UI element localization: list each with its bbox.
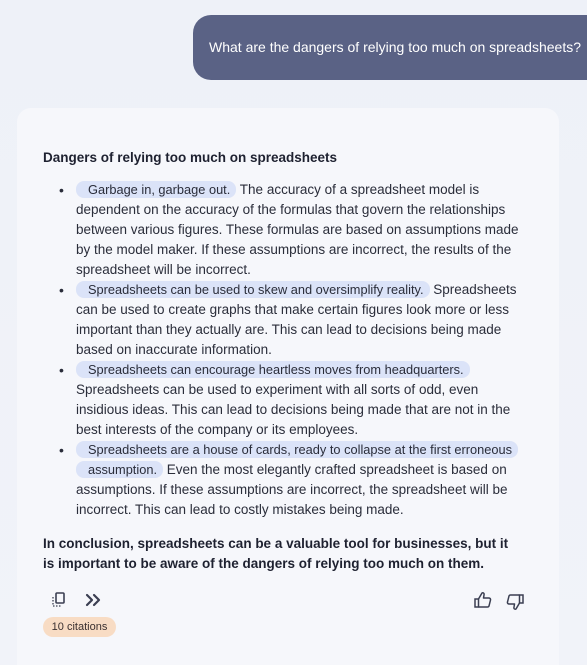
citations-label: 10 citations bbox=[51, 621, 108, 633]
list-item bbox=[43, 440, 528, 520]
item-text: Spreadsheets can be used to create graphs that make certain figures look more or less important than they actually are. This can lead to decisions being made based on inaccurate information. bbox=[76, 282, 517, 357]
item-text: Even the most elegantly crafted spreadsheet is based on assumptions. If these assumptions are incorrect, the spreadsheet will be incorrect. This can lead to costly mistakes being made. bbox=[76, 462, 508, 517]
bullet: • bbox=[59, 182, 64, 198]
thumbs-up-icon bbox=[473, 590, 493, 610]
continue-button[interactable] bbox=[84, 591, 102, 609]
citations-badge[interactable] bbox=[43, 617, 116, 637]
answer-heading: Dangers of relying too much on spreadsheets bbox=[43, 150, 338, 165]
bullet: • bbox=[59, 282, 64, 298]
dangers-list bbox=[43, 180, 528, 520]
copy-icon bbox=[50, 591, 68, 609]
highlighted-phrase[interactable]: Spreadsheets are a house of cards, ready to collapse at the first erroneous assumption. bbox=[76, 441, 518, 478]
item-text: Spreadsheets can be used to experiment with all sorts of odd, even insidious ideas. This can lead to decisions being made that are not in the best interests of the company or its employees. bbox=[76, 382, 511, 437]
thumbs-down-icon bbox=[505, 592, 525, 612]
bullet: • bbox=[59, 442, 64, 458]
bullet: • bbox=[59, 362, 64, 378]
conclusion-text: In conclusion, spreadsheets can be a valuable tool for businesses, but it is important to be aware of the dangers of relying too much on them. bbox=[43, 536, 509, 571]
list-item bbox=[43, 280, 528, 360]
highlighted-phrase[interactable]: Garbage in, garbage out. bbox=[76, 181, 236, 198]
dislike-button[interactable] bbox=[505, 592, 525, 612]
list-item bbox=[43, 180, 528, 280]
double-chevron-right-icon bbox=[84, 591, 102, 609]
list-item bbox=[43, 360, 528, 440]
user-message-bubble bbox=[193, 15, 587, 80]
highlighted-phrase[interactable]: Spreadsheets can be used to skew and oversimplify reality. bbox=[76, 281, 430, 298]
item-text: The accuracy of a spreadsheet model is dependent on the accuracy of the formulas that govern the relationships between various figures. These formulas are based on assumptions made by the model maker. If these assumptions are incorrect, the results of the spreadsheet will be incorrect. bbox=[76, 182, 519, 277]
like-button[interactable] bbox=[473, 590, 493, 610]
highlighted-phrase[interactable]: Spreadsheets can encourage heartless moves from headquarters. bbox=[76, 361, 470, 378]
user-message-text: What are the dangers of relying too much on spreadsheets? bbox=[209, 39, 581, 55]
copy-button[interactable] bbox=[50, 591, 68, 609]
